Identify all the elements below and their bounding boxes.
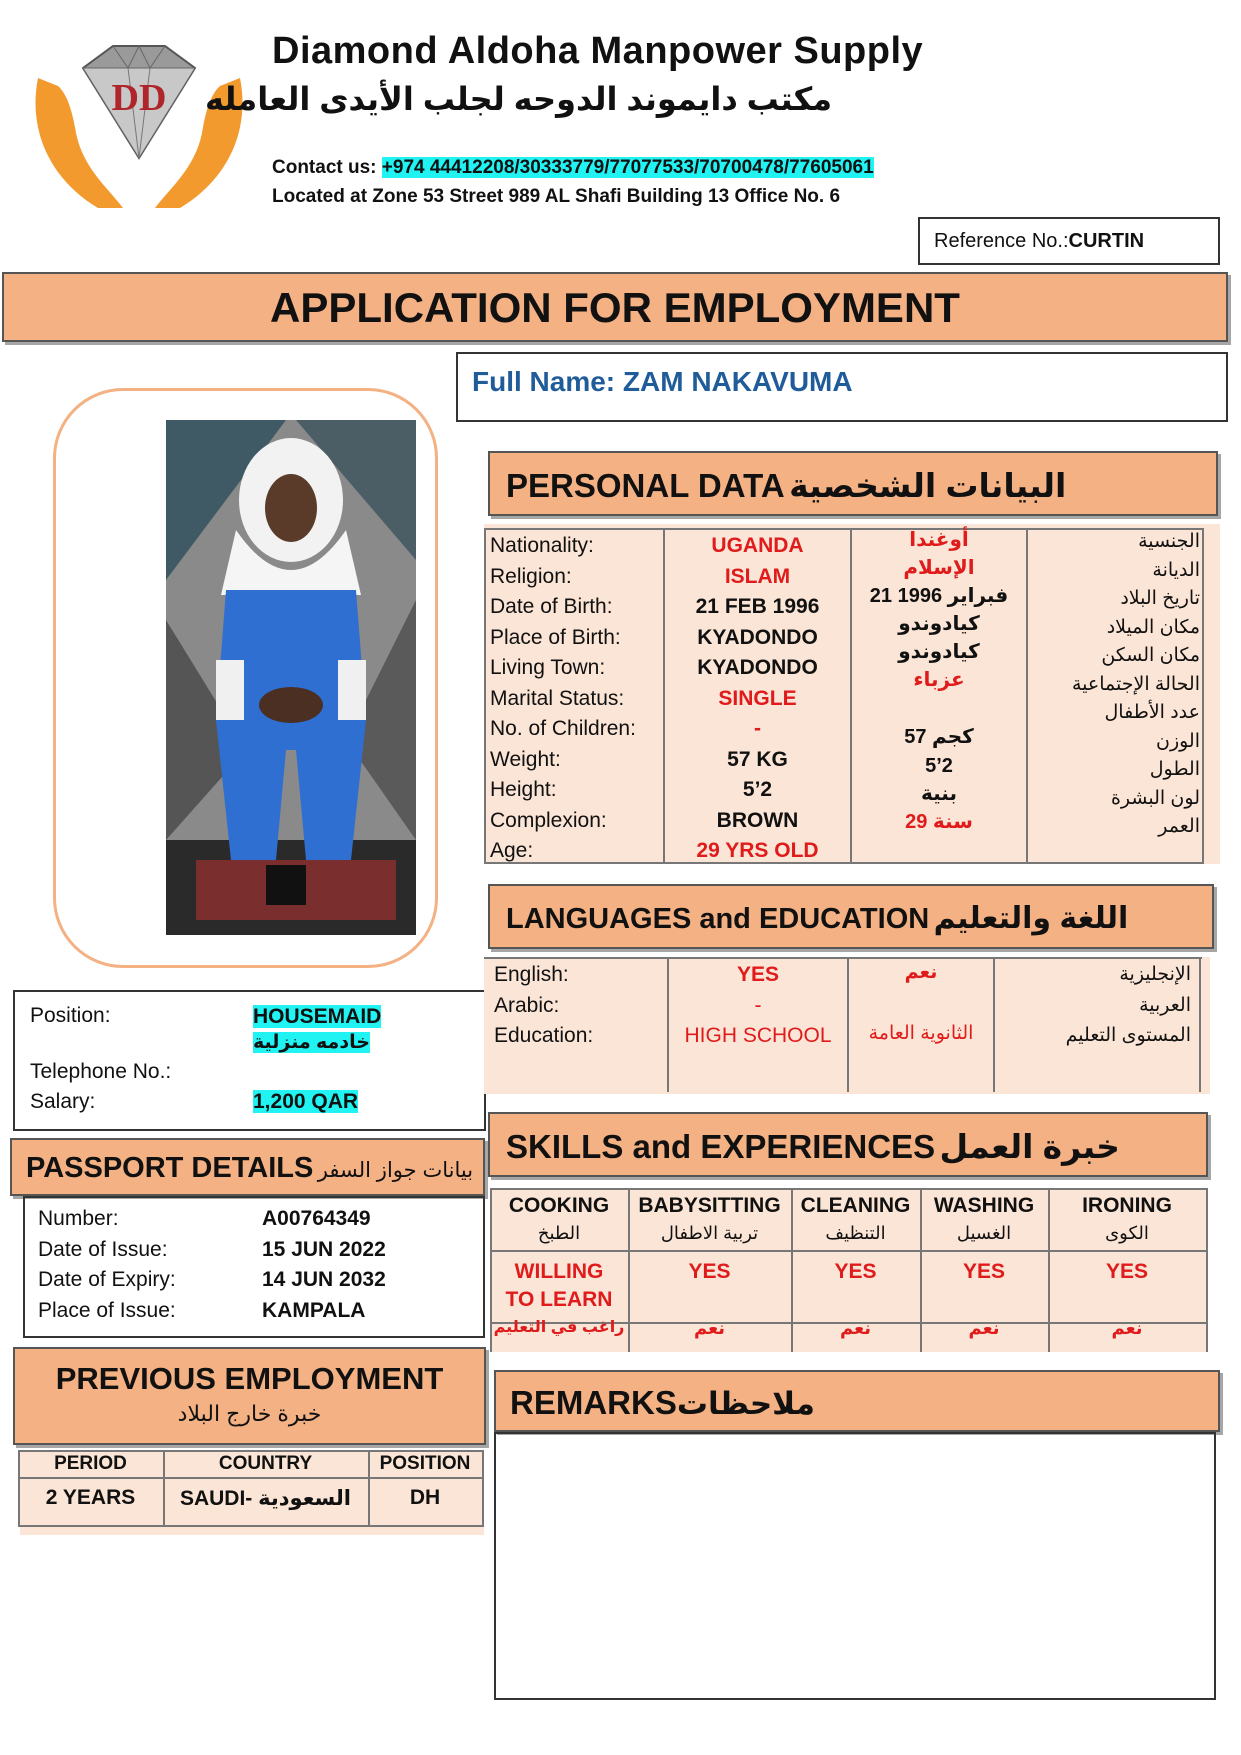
skill-name: BABYSITTING [638, 1194, 781, 1217]
personal-label: Place of Birth: [490, 625, 621, 649]
language-label-ar: الإنجليزية [1119, 964, 1191, 985]
passport-label: Number: [38, 1207, 119, 1230]
language-value-ar: نعم [904, 962, 938, 983]
personal-value-ar: كيادوندو [898, 641, 980, 663]
logo-letters: DD [111, 77, 167, 119]
languages-heading-en: LANGUAGES and EDUCATION [506, 903, 930, 935]
personal-label-ar: الديانة [1152, 559, 1200, 581]
skill-value: YES [688, 1260, 731, 1283]
skill-cleaning [791, 1192, 920, 1340]
personal-label-ar: تاريخ البلاد [1120, 588, 1200, 609]
personal-labels-ar [1028, 528, 1200, 842]
personal-value-ar: بنية [921, 783, 957, 805]
position-label: Position: [30, 1004, 111, 1027]
passport-value: A00764349 [262, 1207, 371, 1230]
skill-name-ar: التنظيف [825, 1223, 886, 1243]
personal-value: KYADONDO [697, 625, 818, 649]
personal-heading-ar: البيانات الشخصية [789, 467, 1067, 504]
personal-value: 21 FEB 1996 [695, 595, 820, 618]
personal-value: 5’2 [742, 778, 773, 801]
salary-value [253, 1090, 358, 1114]
personal-value: UGANDA [711, 534, 804, 557]
languages-values [669, 960, 847, 1052]
passport-label: Date of Expiry: [38, 1268, 176, 1291]
skills-heading-ar: خبرة العمل [939, 1128, 1120, 1165]
skill-cooking [490, 1192, 628, 1340]
language-value: - [754, 993, 762, 1017]
personal-value-ar: 57 كجم [904, 726, 974, 748]
personal-value: ISLAM [724, 564, 791, 588]
personal-value-ar: 5’2 [925, 755, 953, 777]
skill-value-ar: نعم [1111, 1318, 1143, 1338]
passport-value: KAMPALA [262, 1298, 366, 1322]
personal-value-ar: كيادوندو [898, 613, 980, 635]
personal-label: Living Town: [490, 656, 606, 679]
previous-employment-header [13, 1347, 486, 1445]
position-value [253, 1004, 381, 1055]
passport-labels [38, 1204, 176, 1326]
personal-value: 29 YRS OLD [696, 839, 819, 862]
skill-babysitting [628, 1192, 791, 1340]
passport-value: 14 JUN 2032 [262, 1268, 386, 1291]
skill-washing [920, 1192, 1048, 1340]
personal-value-ar: 29 سنة [905, 811, 973, 833]
skill-name-ar: الغسيل [956, 1223, 1012, 1243]
personal-value-ar [852, 694, 1026, 722]
salary-label: Salary: [30, 1090, 96, 1113]
prev-cell-period: 2 YEARS [45, 1486, 136, 1509]
prev-col-period: PERIOD [54, 1453, 127, 1474]
personal-value-ar: عزباء [913, 669, 965, 691]
skill-name-ar: الكوى [1105, 1223, 1149, 1243]
languages-header [488, 884, 1214, 949]
passport-label: Date of Issue: [38, 1237, 168, 1261]
personal-label-ar: الوزن [1155, 730, 1200, 752]
personal-label-ar: عدد الأطفال [1104, 702, 1200, 723]
language-value: YES [736, 963, 780, 986]
personal-label: No. of Children: [490, 717, 636, 740]
personal-heading-en: PERSONAL DATA [506, 467, 785, 504]
skill-name: COOKING [508, 1194, 610, 1217]
remarks-heading-en: REMARKS [510, 1384, 677, 1421]
company-logo [28, 38, 250, 213]
prev-cell-country: SAUDI- السعودية [179, 1487, 352, 1510]
previous-heading-ar: خبرة خارج البلاد [177, 1401, 322, 1426]
personal-data-header [488, 451, 1218, 516]
personal-value: BROWN [716, 808, 799, 832]
language-label: Arabic: [494, 993, 560, 1017]
languages-values-ar [849, 958, 993, 1050]
language-label: Education: [494, 1024, 594, 1047]
contact-line [272, 157, 874, 179]
passport-label: Place of Issue: [38, 1298, 176, 1322]
passport-value: 15 JUN 2022 [262, 1237, 386, 1261]
personal-label: Date of Birth: [490, 595, 613, 618]
personal-label: Marital Status: [490, 686, 625, 710]
passport-heading-en: PASSPORT DETAILS [26, 1152, 314, 1184]
personal-label-ar: الطول [1149, 759, 1200, 780]
personal-label: Religion: [490, 564, 572, 588]
language-value-ar: الثانوية العامة [868, 1023, 974, 1044]
contact-label: Contact us: [272, 157, 382, 178]
skills-header [488, 1112, 1208, 1177]
personal-label-ar: العمر [1158, 816, 1200, 837]
skills-heading-en: SKILLS and EXPERIENCES [506, 1128, 936, 1165]
language-value: HIGH SCHOOL [684, 1024, 832, 1047]
skill-name: WASHING [933, 1194, 1035, 1217]
personal-label-ar: مكان السكن [1101, 645, 1200, 666]
passport-values [262, 1204, 386, 1326]
personal-value: KYADONDO [697, 656, 818, 679]
personal-label-ar: مكان الميلاد [1106, 616, 1200, 638]
prev-col-country: COUNTRY [218, 1453, 313, 1474]
salary-value-text: 1,200 QAR [253, 1090, 359, 1113]
personal-label: Weight: [490, 747, 561, 771]
personal-value-ar: 21 فبراير 1996 [869, 585, 1009, 607]
personal-label: Height: [490, 778, 557, 801]
reference-value: CURTIN [1068, 230, 1145, 252]
personal-labels [490, 531, 636, 867]
contact-numbers: +974 44412208/30333779/77077533/70700478/77605061 [381, 157, 874, 178]
position-value-ar: خادمه منزلية [253, 1032, 370, 1053]
personal-label-ar: الجنسية [1138, 531, 1200, 552]
personal-values-ar [852, 526, 1026, 836]
language-label-ar: المستوى التعليم [1065, 1025, 1191, 1046]
personal-label: Complexion: [490, 808, 607, 832]
personal-value: 57 KG [727, 747, 788, 771]
previous-heading-en: PREVIOUS EMPLOYMENT [55, 1361, 444, 1396]
personal-label-ar: لون البشرة [1110, 787, 1200, 809]
skill-value-ar: راغب في التعليم [493, 1319, 625, 1336]
skill-value-ar: نعم [968, 1318, 1000, 1338]
personal-value-ar: أوغندا [909, 529, 969, 551]
skill-name: CLEANING [800, 1194, 911, 1217]
personal-value-ar: الإسلام [903, 557, 975, 579]
personal-value: SINGLE [718, 686, 797, 710]
languages-labels [494, 960, 593, 1052]
skill-value: WILLING TO LEARN [505, 1260, 613, 1311]
language-value-ar [849, 989, 993, 1020]
passport-header [10, 1138, 485, 1196]
passport-heading-ar: بيانات جواز السفر [317, 1159, 474, 1182]
remarks-heading-ar: ملاحظات [676, 1386, 815, 1421]
skill-name-ar: الطبخ [537, 1223, 581, 1243]
personal-value: - [754, 717, 761, 740]
skill-value: YES [834, 1260, 877, 1283]
skill-value: YES [962, 1260, 1006, 1283]
personal-label: Nationality: [490, 534, 594, 557]
office-address: Located at Zone 53 Street 989 AL Shafi Building 13 Office No. 6 [272, 186, 841, 207]
position-value-en: HOUSEMAID [253, 1005, 382, 1028]
languages-labels-ar [995, 960, 1191, 1052]
remarks-header [494, 1370, 1220, 1432]
company-name-en: Diamond Aldoha Manpower Supply [272, 30, 924, 72]
skill-name-ar: تربية الاطفال [660, 1223, 759, 1243]
language-label-ar: العربية [1139, 994, 1191, 1016]
remarks-box[interactable] [494, 1432, 1216, 1700]
skill-value: YES [1105, 1260, 1149, 1283]
personal-values [665, 531, 850, 867]
reference-label: Reference No.: [934, 230, 1069, 252]
reference-box [918, 217, 1220, 265]
full-name: Full Name: ZAM NAKAVUMA [472, 366, 853, 397]
full-name-box [456, 352, 1228, 422]
page-title: APPLICATION FOR EMPLOYMENT [2, 272, 1228, 342]
prev-cell-position: DH [409, 1486, 441, 1509]
applicant-photo [166, 420, 416, 935]
telephone-label: Telephone No.: [30, 1060, 172, 1083]
prev-col-position: POSITION [379, 1453, 471, 1474]
company-name-ar: مكتب دايموند الدوحه لجلب الأيدى العامله [204, 81, 832, 117]
skill-name: IRONING [1082, 1194, 1172, 1217]
skill-value-ar: نعم [839, 1318, 872, 1338]
skill-value-ar: نعم [693, 1318, 726, 1338]
personal-label: Age: [490, 839, 534, 862]
language-label: English: [494, 963, 569, 986]
skill-ironing [1048, 1192, 1206, 1340]
languages-heading-ar: اللغة والتعليم [933, 902, 1129, 935]
personal-label-ar: الحالة الإجتماعية [1072, 673, 1200, 695]
